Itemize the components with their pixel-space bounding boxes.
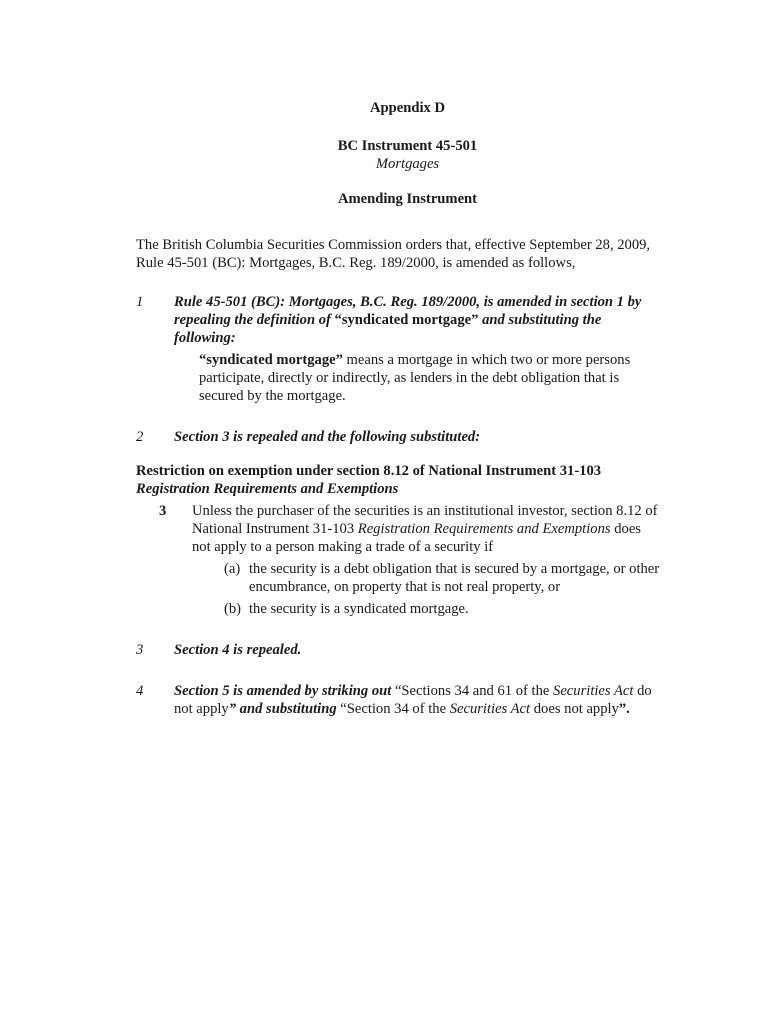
item-number: 3 (136, 642, 144, 658)
item3-instruction: Section 4 is repealed. (174, 642, 302, 658)
instruction-text: repealing the definition of (174, 312, 335, 328)
paragraph-text-line: encumbrance, on property that is not real property, or (249, 579, 561, 595)
item4-instruction-line (174, 700, 630, 718)
item-number: 4 (136, 683, 144, 699)
section-text: does (610, 521, 641, 537)
item4-instruction-line (174, 682, 652, 700)
definition-term: “syndicated mortgage” (199, 352, 343, 368)
quoted-text: do (633, 683, 652, 699)
item1-instruction-line (174, 311, 601, 329)
instrument-subtitle: Mortgages (375, 156, 440, 172)
instrument-title: BC Instrument 45-501 (337, 138, 478, 154)
act-name: Securities Act (449, 701, 531, 717)
item1-instruction-line: Rule 45-501 (BC): Mortgages, B.C. Reg. 189/2000, is amended in section 1 by (174, 294, 642, 310)
instruction-text: ” and substituting (228, 701, 341, 717)
instruction-text: and substituting the (478, 312, 602, 328)
quoted-text: not apply (174, 701, 229, 717)
definition-line (199, 351, 630, 369)
intro-line: Rule 45-501 (BC): Mortgages, B.C. Reg. 189/2000, is amended as follows, (136, 255, 576, 271)
section-text-line (192, 520, 641, 538)
quoted-text: “Section 34 of the (340, 701, 450, 717)
instrument-name: Registration Requirements and Exemptions (357, 521, 611, 537)
instruction-text: Section 5 is amended by striking out (174, 683, 395, 699)
defined-term-quote: “syndicated mortgage” (334, 312, 479, 328)
amending-instrument-title: Amending Instrument (337, 191, 478, 207)
quoted-text: “Sections 34 and 61 of the (394, 683, 554, 699)
paragraph-label: (a) (224, 561, 241, 577)
item1-instruction-line: following: (174, 330, 236, 346)
closing-quote: ”. (618, 701, 630, 717)
definition-text: means a mortgage in which two or more persons (342, 352, 631, 368)
item-number: 1 (136, 294, 144, 310)
quoted-text: does not apply (530, 701, 619, 717)
section-text: National Instrument 31-103 (192, 521, 358, 537)
item2-instruction: Section 3 is repealed and the following substituted: (174, 429, 481, 445)
section-heading: Restriction on exemption under section 8.12 of National Instrument 31-103 (136, 463, 602, 479)
item-number: 2 (136, 429, 144, 445)
paragraph-label: (b) (224, 601, 242, 617)
appendix-title: Appendix D (369, 100, 446, 116)
section-heading: Registration Requirements and Exemptions (136, 481, 399, 497)
act-name: Securities Act (553, 683, 634, 699)
intro-line: The British Columbia Securities Commission orders that, effective September 28, 2009, (136, 237, 651, 253)
paragraph-text-line: the security is a syndicated mortgage. (249, 601, 469, 617)
definition-line: participate, directly or indirectly, as lenders in the debt obligation that is (199, 370, 620, 386)
section-number: 3 (159, 503, 167, 519)
paragraph-text-line: the security is a debt obligation that is secured by a mortgage, or other (249, 561, 660, 577)
definition-line: secured by the mortgage. (199, 388, 346, 404)
section-text-line: not apply to a person making a trade of a security if (192, 539, 494, 555)
section-text-line: Unless the purchaser of the securities is an institutional investor, section 8.12 of (192, 503, 658, 519)
